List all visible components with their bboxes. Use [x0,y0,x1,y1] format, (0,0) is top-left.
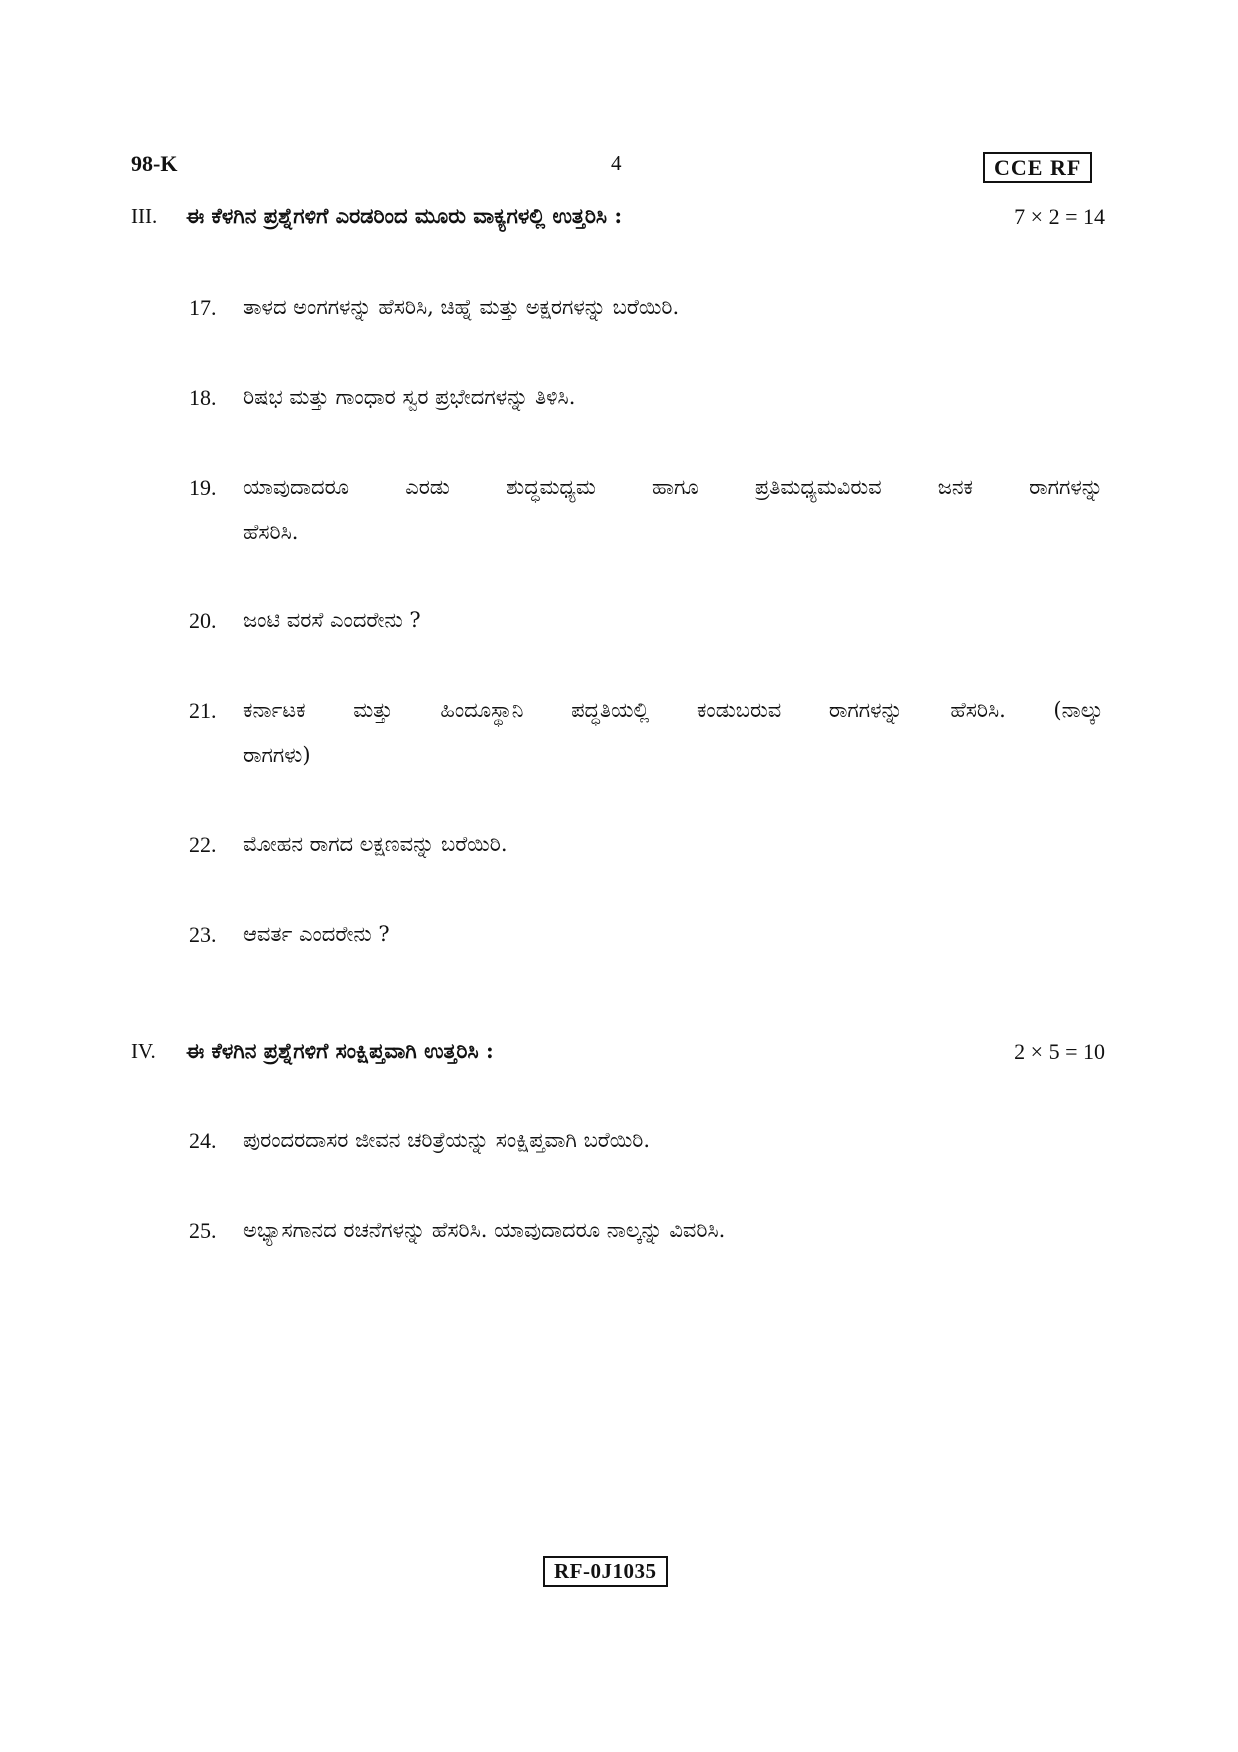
question-text: ಪುರಂದರದಾಸರ ಜೀವನ ಚರಿತ್ರೆಯನ್ನು ಸಂಕ್ಷಿಪ್ತವಾಗಿ ಬರೆಯಿರಿ. [243,1128,651,1152]
question-number: 21. [189,698,217,723]
question-text: ಆವರ್ತ ಎಂದರೇನು ? [243,922,390,946]
section-marks: 2 × 5 = 10 [1014,1039,1105,1064]
section-marks: 7 × 2 = 14 [1014,204,1105,229]
question-text: ತಾಳದ ಅಂಗಗಳನ್ನು ಹೆಸರಿಸಿ, ಚಿಹ್ನೆ ಮತ್ತು ಅಕ್ಷರಗಳನ್ನು ಬರೆಯಿರಿ. [243,295,680,319]
question-text: ಜಂಟಿ ವರಸೆ ಎಂದರೇನು ? [243,608,421,632]
question-text: ರಿಷಭ ಮತ್ತು ಗಾಂಧಾರ ಸ್ವರ ಪ್ರಭೇದಗಳನ್ನು ತಿಳಿಸಿ. [243,385,576,409]
paper-code: 98-K [131,151,178,176]
question-number: 20. [189,608,217,633]
section-instruction: ಈ ಕೆಳಗಿನ ಪ್ರಶ್ನೆಗಳಿಗೆ ಸಂಕ್ಷಿಪ್ತವಾಗಿ ಉತ್ತರಿಸಿ : [186,1038,494,1063]
page-number: 4 [611,151,622,175]
question-text: ಅಭ್ಯಾಸಗಾನದ ರಚನೆಗಳನ್ನು ಹೆಸರಿಸಿ. ಯಾವುದಾದರೂ ನಾಲ್ಕನ್ನು ವಿವರಿಸಿ. [243,1218,726,1242]
question-text-line2: ರಾಗಗಳು) [243,743,311,767]
question-text-line1: ಕರ್ನಾಟಕ ಮತ್ತು ಹಿಂದೂಸ್ಥಾನಿ ಪದ್ಧತಿಯಲ್ಲಿ ಕಂಡುಬರುವ ರಾಗಗಳನ್ನು ಹೆಸರಿಸಿ. (ನಾಲ್ಕು [243,698,1103,722]
question-number: 19. [189,475,217,500]
section-number: IV. [131,1039,156,1063]
question-number: 17. [189,295,217,320]
question-number: 22. [189,832,217,857]
section-instruction: ಈ ಕೆಳಗಿನ ಪ್ರಶ್ನೆಗಳಿಗೆ ಎರಡರಿಂದ ಮೂರು ವಾಕ್ಯಗಳಲ್ಲಿ ಉತ್ತರಿಸಿ : [186,203,623,228]
question-number: 18. [189,385,217,410]
question-number: 24. [189,1128,217,1153]
question-number: 25. [189,1218,217,1243]
version-badge: CCE RF [983,152,1092,183]
question-text-line1: ಯಾವುದಾದರೂ ಎರಡು ಶುದ್ಧಮಧ್ಯಮ ಹಾಗೂ ಪ್ರತಿಮಧ್ಯಮವಿರುವ ಜನಕ ರಾಗಗಳನ್ನು [243,475,1103,499]
section-number: III. [131,204,158,228]
footer-code: RF-0J1035 [543,1556,668,1587]
question-text: ಮೋಹನ ರಾಗದ ಲಕ್ಷಣವನ್ನು ಬರೆಯಿರಿ. [243,832,508,856]
question-number: 23. [189,922,217,947]
question-text-line2: ಹೆಸರಿಸಿ. [243,520,299,544]
